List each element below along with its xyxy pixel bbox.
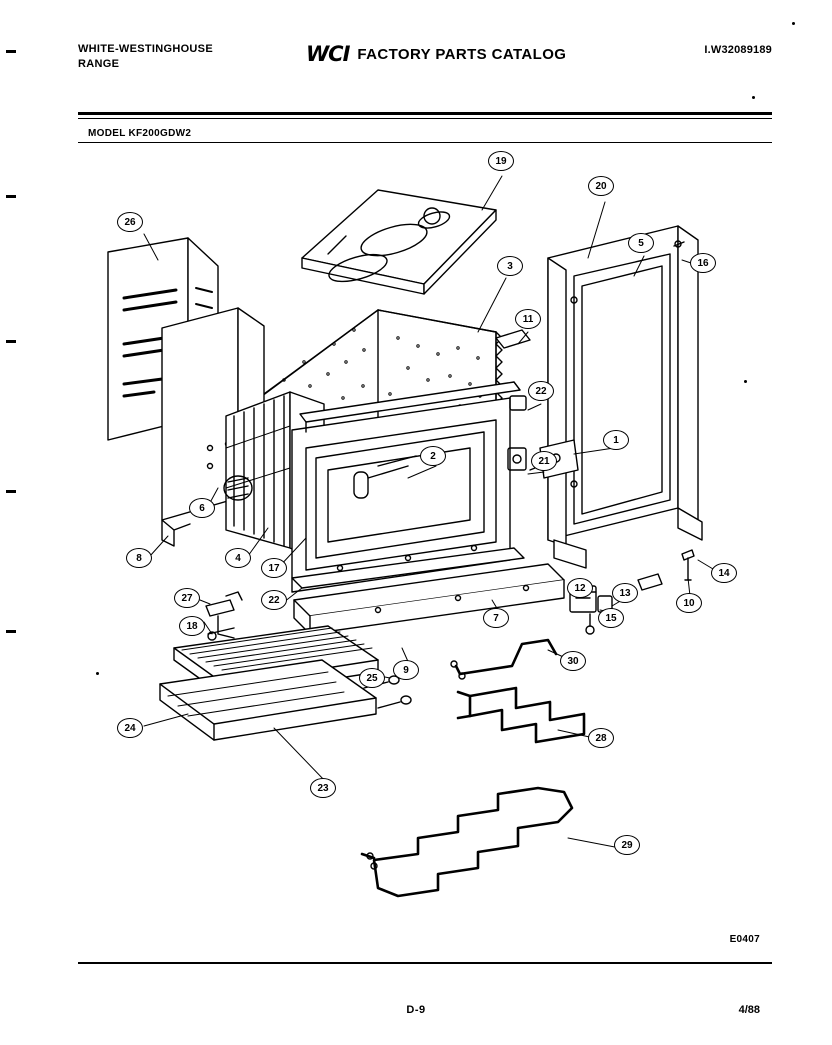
page-number: D-9 — [406, 1004, 426, 1016]
broil-element — [451, 640, 556, 679]
callout-25: 25 — [359, 668, 385, 688]
catalog-title: FACTORY PARTS CATALOG — [357, 45, 567, 63]
callout-17: 17 — [261, 558, 287, 578]
header-rule-thin — [78, 118, 772, 119]
callout-29: 29 — [614, 835, 640, 855]
callout-6: 6 — [189, 498, 215, 518]
callout-4: 4 — [225, 548, 251, 568]
brand-name: WHITE-WESTINGHOUSE — [78, 43, 213, 55]
callout-22b: 22 — [261, 590, 287, 610]
right-side-panel — [530, 226, 702, 580]
callout-18: 18 — [179, 616, 205, 636]
edge-tick-5 — [6, 630, 16, 633]
callout-14: 14 — [711, 563, 737, 583]
callout-30: 30 — [560, 651, 586, 671]
figure-code: E0407 — [729, 934, 760, 945]
scan-speck-4 — [96, 672, 99, 675]
edge-tick-4 — [6, 490, 16, 493]
callout-3: 3 — [497, 256, 523, 276]
callout-24: 24 — [117, 718, 143, 738]
callout-7: 7 — [483, 608, 509, 628]
callout-28: 28 — [588, 728, 614, 748]
exploded-parts-diagram — [78, 148, 778, 928]
brand-block — [78, 42, 213, 72]
callout-13: 13 — [612, 583, 638, 603]
model-rule — [78, 142, 772, 143]
scan-speck-2 — [752, 96, 755, 99]
edge-tick-3 — [6, 340, 16, 343]
callout-11: 11 — [515, 309, 541, 329]
brand-category: RANGE — [78, 58, 120, 70]
edge-tick-2 — [6, 195, 16, 198]
callout-8: 8 — [126, 548, 152, 568]
callout-21: 21 — [531, 451, 557, 471]
callout-20: 20 — [588, 176, 614, 196]
callout-10: 10 — [676, 593, 702, 613]
callout-22a: 22 — [528, 381, 554, 401]
callout-27: 27 — [174, 588, 200, 608]
footer-rule — [78, 962, 772, 964]
wci-logo: WCI — [306, 42, 350, 66]
edge-tick-1 — [6, 50, 16, 53]
page-header — [78, 36, 772, 82]
callout-19: 19 — [488, 151, 514, 171]
lower-element — [362, 788, 572, 896]
header-rule-thick — [78, 112, 772, 115]
callout-1: 1 — [603, 430, 629, 450]
model-label: MODEL KF200GDW2 — [88, 128, 192, 139]
catalog-title-block — [306, 42, 566, 66]
callout-15: 15 — [598, 608, 624, 628]
cooktop-panel — [302, 190, 496, 294]
callout-23: 23 — [310, 778, 336, 798]
callout-12: 12 — [567, 578, 593, 598]
revision-date: 4/88 — [738, 1004, 760, 1016]
scan-speck-1 — [792, 22, 795, 25]
callout-16: 16 — [690, 253, 716, 273]
callout-26: 26 — [117, 212, 143, 232]
document-code: I.W32089189 — [704, 44, 772, 56]
callout-5: 5 — [628, 233, 654, 253]
bake-element — [458, 688, 584, 742]
callout-9: 9 — [393, 660, 419, 680]
scan-speck-3 — [744, 380, 747, 383]
callout-2: 2 — [420, 446, 446, 466]
